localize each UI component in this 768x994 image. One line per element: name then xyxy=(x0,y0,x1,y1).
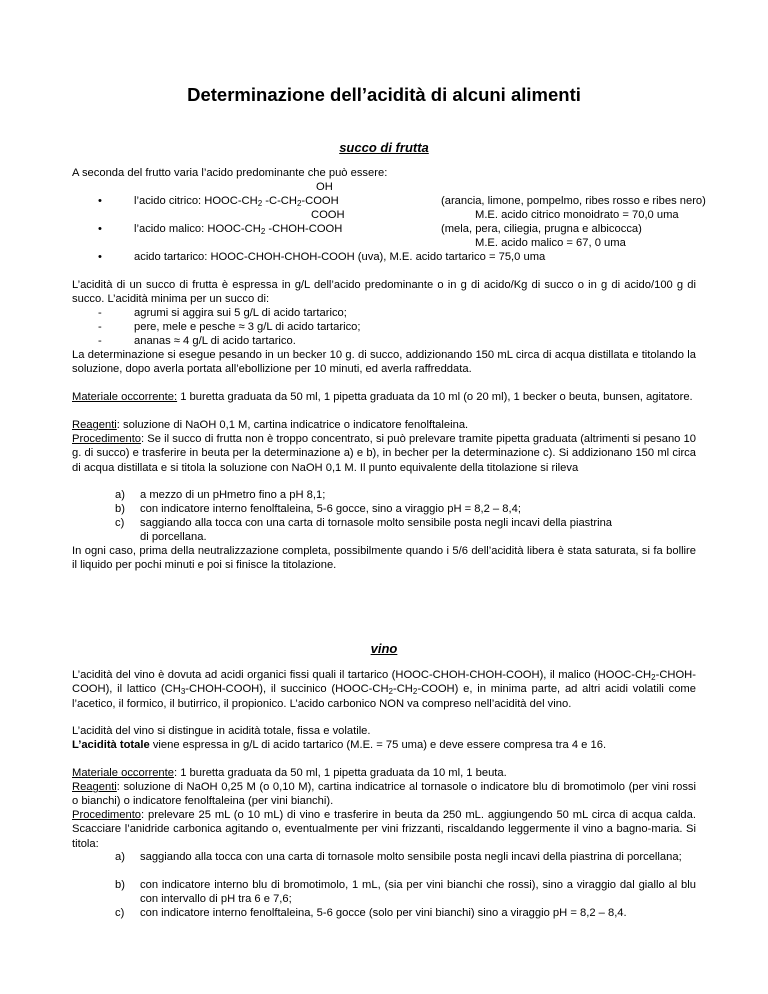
phenolphthalein-step: con indicatore interno fenolftaleina, 5-6 gocce, sino a viraggio pH = 8,2 – 8,4; xyxy=(140,503,521,515)
wine-acidity-paragraph: L’acidità del vino è dovuta ad acidi organici fissi quali il tartarico (HOOC-CHOH-CHOH-COOH), il malico $(HOOC-CH_2-CHOH-COOH)$, il lattico $(CH_3-CHOH-COOH)$, il succinico $(HOOC-CH_2-CH_2-COOH)$ e, in minima parte, ad altri acidi volatili come l’acetico, il formico, il butirrico, il propionico. L’acido carbonico NON va compreso nell’acidità del vino. xyxy=(72,669,696,710)
list-marker-a: a) xyxy=(115,489,125,501)
citric-acid-fruits: (arancia, limone, pompelmo, ribes rosso e ribes nero) xyxy=(441,195,706,207)
wine-procedure-paragraph: Procedimento: prelevare 25 mL (o 10 mL) di vino e trasferire in beuta da 250 mL. aggiungendo 50 mL circa di acqua calda. Scacciare l’anidride carbonica agitando o, eventualmente per vini frizzanti, riscaldando leggermente il vino a bagno-maria. Si titola: xyxy=(72,809,696,850)
procedure-paragraph: Procedimento: Se il succo di frutta non è troppo concentrato, si può prelevare tramite pipetta graduata (altrimenti si pesano 10 g. di succo) e trasferire in beuta per la determinazione a) e b), in becher per la determinazione c). Si addizionano 150 ml circa di acqua distillata e si titola la soluzione con NaOH 0,1 M. Il punto equivalente della titolazione si rileva xyxy=(72,433,696,474)
determination-paragraph: La determinazione si esegue pesando in un becker 10 g. di succo, addizionando 150 mL circa di acqua distillata e titolando la soluzione, dopo averla portata all’ebollizione per 10 minuti, ed averla raffreddata. xyxy=(72,349,696,376)
dash-marker: - xyxy=(98,307,102,319)
acidity-paragraph: L’acidità di un succo di frutta è espressa in g/L dell’acido predominante o in g di acido/Kg di succo o in g di acido/100 g di succo. L’acidità minima per un succo di: xyxy=(72,279,696,306)
dash-marker: - xyxy=(98,335,102,347)
citrus-acidity: agrumi si aggira sui 5 g/L di acido tartarico; xyxy=(134,307,347,319)
boiling-paragraph: In ogni caso, prima della neutralizzazione completa, possibilmente quando i 5/6 dell’acidità libera è stata saturata, si fa bollire il liquido per pochi minuti e poi si finisce la titolazione. xyxy=(72,545,696,572)
citric-acid-me: M.E. acido citrico monoidrato = 70,0 uma xyxy=(475,209,679,221)
list-marker-c: c) xyxy=(115,517,125,529)
tartaric-acid-line: acido tartarico: HOOC-CHOH-CHOH-COOH (uva), M.E. acido tartarico = 75,0 uma xyxy=(134,251,546,263)
litmus-step-cont: di porcellana. xyxy=(140,531,207,543)
materials-paragraph: Materiale occorrente: 1 buretta graduata da 50 ml, 1 pipetta graduata da 10 ml (o 20 ml), 1 becker o beuta, bunsen, agitatore. xyxy=(72,391,693,403)
cooh-group-label: COOH xyxy=(311,209,345,221)
malic-acid-fruits: (mela, pera, ciliegia, prugna e albicocca) xyxy=(441,223,642,235)
total-acidity-line: L’acidità totale viene espressa in g/L di acido tartarico (M.E. = 75 uma) e deve essere compresa tra 4 e 16. xyxy=(72,739,607,751)
wine-materials-paragraph: Materiale occorrente: 1 buretta graduata da 50 ml, 1 pipetta graduata da 10 ml, 1 beuta. xyxy=(72,767,507,779)
wine-litmus-step: saggiando alla tocca con una carta di tornasole molto sensibile posta negli incavi della piastrina di porcellana; xyxy=(140,851,682,863)
malic-acid-formula: l’acido malico: HOOC-$CH_2$ -CHOH-COOH xyxy=(134,223,343,236)
list-marker-b: b) xyxy=(115,879,125,891)
reagents-paragraph: Reagenti: soluzione di NaOH 0,1 M, cartina indicatrice o indicatore fenolftaleina. xyxy=(72,419,469,431)
malic-acid-me: M.E. acido malico = 67, 0 uma xyxy=(475,237,626,249)
wine-acidity-types: L’acidità del vino si distingue in acidità totale, fissa e volatile. xyxy=(72,725,371,737)
bullet-icon: • xyxy=(98,195,102,207)
pineapple-acidity: ananas ≈ 4 g/L di acido tartarico. xyxy=(134,335,296,347)
section-heading-vino: vino xyxy=(370,641,398,656)
section-heading-succo: succo di frutta xyxy=(339,140,429,155)
list-marker-c: c) xyxy=(115,907,125,919)
page-title: Determinazione dell’acidità di alcuni alimenti xyxy=(187,84,581,105)
bullet-icon: • xyxy=(98,251,102,263)
oh-group-label: OH xyxy=(316,181,333,193)
citric-acid-formula: l’acido citrico: HOOC-$CH_2$ $-C-CH_2$-COOH xyxy=(134,195,339,208)
bullet-icon: • xyxy=(98,223,102,235)
wine-phenolphthalein-step: con indicatore interno fenolftaleina, 5-6 gocce (solo per vini bianchi) sino a viraggio pH = 8,2 – 8,4. xyxy=(140,907,627,919)
wine-reagents-paragraph: Reagenti: soluzione di NaOH 0,25 M (o 0,10 M), cartina indicatrice al tornasole o indicatore blu di bromotimolo (per vini rossi o bianchi) o indicatore fenolftaleina (per vini bianchi). xyxy=(72,781,696,808)
pear-apple-acidity: pere, mele e pesche ≈ 3 g/L di acido tartarico; xyxy=(134,321,361,333)
list-marker-a: a) xyxy=(115,851,125,863)
dash-marker: - xyxy=(98,321,102,333)
wine-bromothymol-step: con indicatore interno blu di bromotimolo, 1 mL, (sia per vini bianchi che rossi), sino a viraggio dal giallo al blu con intervallo di pH tra 6 e 7,6; xyxy=(140,879,696,906)
intro-text: A seconda del frutto varia l’acido predominante che può essere: xyxy=(72,167,388,179)
litmus-step: saggiando alla tocca con una carta di tornasole molto sensibile posta negli incavi della piastrina xyxy=(140,517,613,529)
list-marker-b: b) xyxy=(115,503,125,515)
ph-meter-step: a mezzo di un pHmetro fino a pH 8,1; xyxy=(140,489,326,501)
